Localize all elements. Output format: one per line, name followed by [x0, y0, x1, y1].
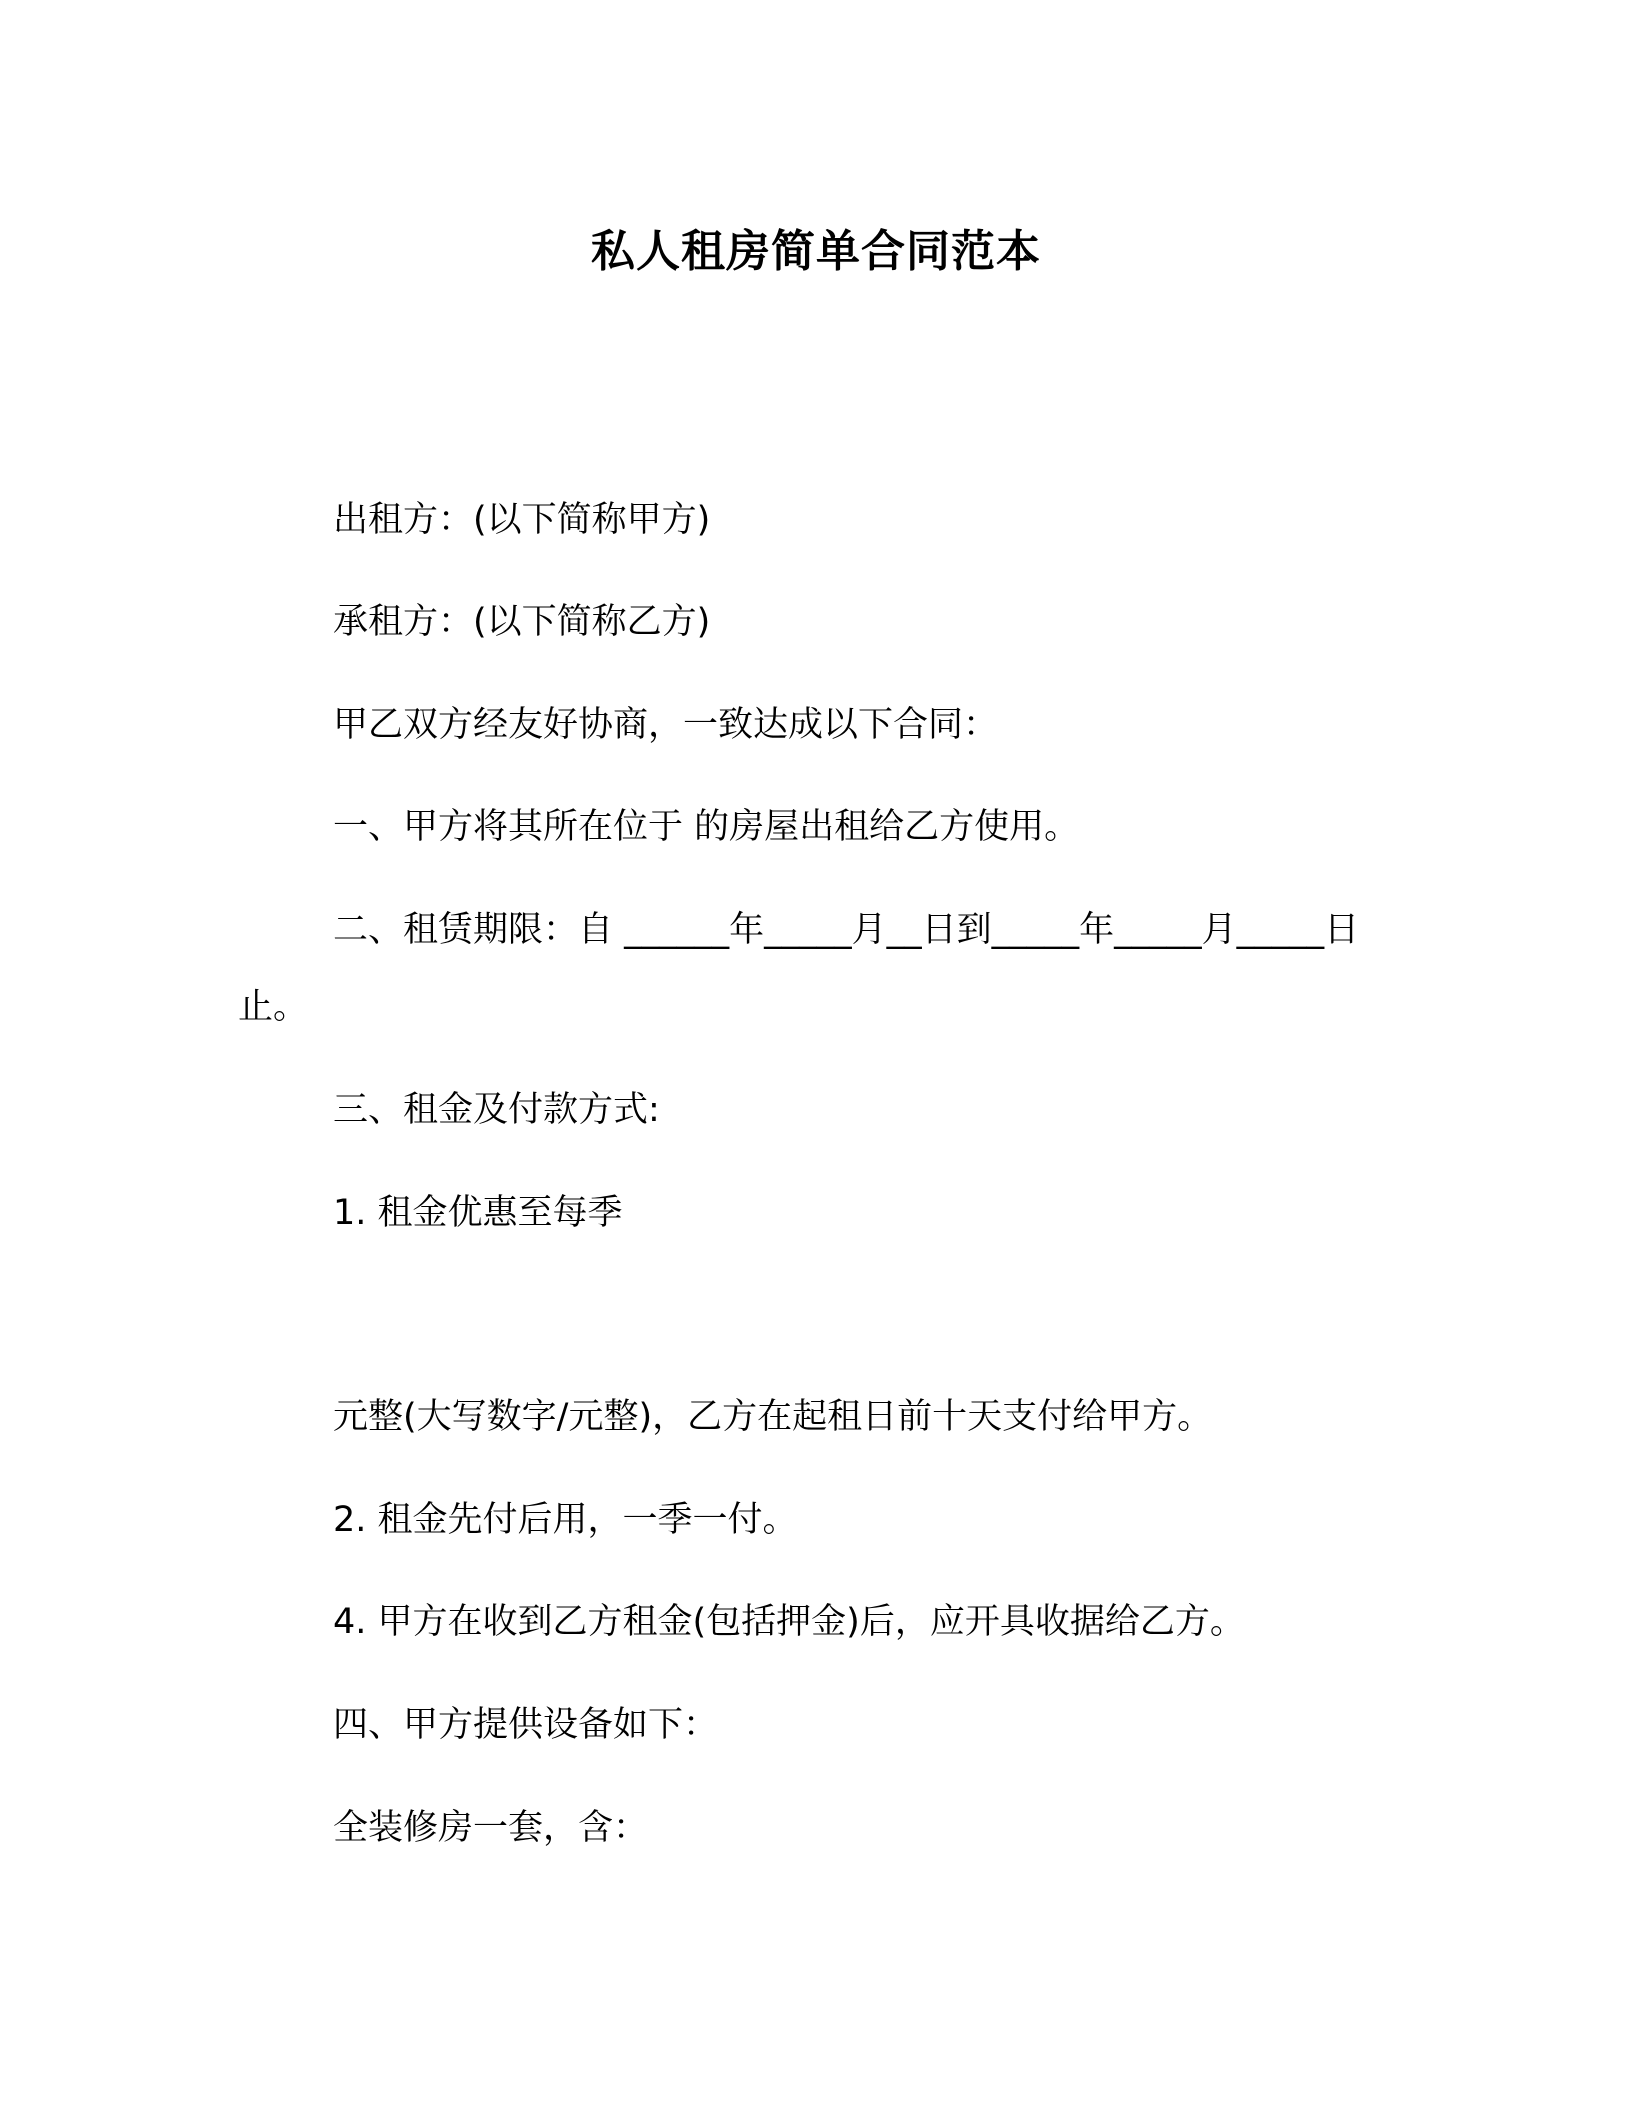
equipment-line: 全装修房一套，含： [333, 1808, 649, 1848]
item-1: 1. 租金优惠至每季 [333, 1193, 623, 1233]
item-1-continuation: 元整(大写数字/元整)，乙方在起租日前十天支付给甲方。 [333, 1397, 1213, 1437]
clause-1: 一、甲方将其所在位于 的房屋出租给乙方使用。 [333, 807, 1080, 847]
intro-line: 甲乙双方经友好协商，一致达成以下合同： [333, 705, 999, 745]
landlord-line: 出租方：(以下简称甲方) [333, 500, 711, 540]
item-2: 2. 租金先付后用，一季一付。 [333, 1500, 798, 1540]
clause-2-tail: 止。 [238, 987, 309, 1027]
clause-2: 二、租赁期限：自 ______年_____月__日到_____年_____月_____日 [333, 910, 1360, 950]
clause-3: 三、租金及付款方式: [333, 1090, 660, 1130]
item-4: 4. 甲方在收到乙方租金(包括押金)后，应开具收据给乙方。 [333, 1602, 1245, 1642]
document-title: 私人租房简单合同范本 [591, 226, 1041, 277]
tenant-line: 承租方：(以下简称乙方) [333, 602, 711, 642]
clause-4: 四、甲方提供设备如下： [333, 1705, 719, 1745]
